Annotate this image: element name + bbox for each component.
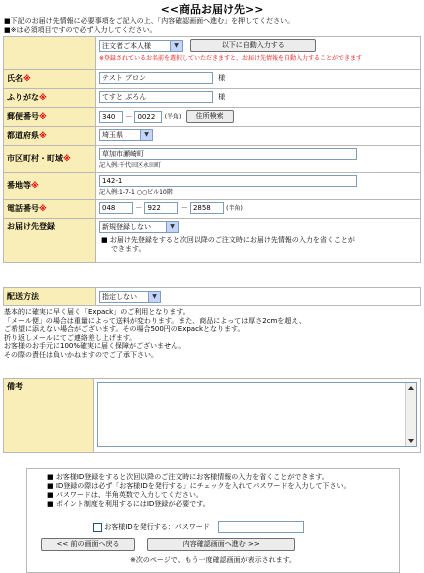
street-label: 番地等 xyxy=(7,181,31,190)
phone-part1-input[interactable]: 048 xyxy=(99,202,133,214)
remarks-cell xyxy=(94,379,421,453)
postal-cell xyxy=(96,108,421,127)
autofill-notice: ※登録されているお名前を選択していただきますと、お届け先情報を自動入力することができます xyxy=(99,55,363,62)
city-input[interactable]: 草加市瀬崎町 xyxy=(99,148,357,160)
city-cell xyxy=(96,146,421,173)
city-label-cell xyxy=(4,146,96,173)
address-book-cell xyxy=(96,37,421,70)
postal-label-cell xyxy=(4,108,96,127)
address-search-button[interactable]: 住所検索 xyxy=(186,110,234,123)
chevron-down-icon: ▼ xyxy=(148,292,160,302)
address-book-select[interactable] xyxy=(99,40,183,52)
phone-separator: － xyxy=(180,204,188,212)
name-cell xyxy=(96,70,421,89)
required-mark: ※ xyxy=(39,204,47,213)
delivery-method-select[interactable] xyxy=(99,291,161,303)
street-cell xyxy=(96,173,421,200)
furigana-cell xyxy=(96,89,421,108)
register-note-line1: ■ お届け先登録をすると次回以降のご注文時にお届け先情報の入力を省くことが xyxy=(101,236,355,244)
city-label: 市区町村・町域 xyxy=(7,154,63,163)
delivery-note-line: 折り返しメールにてご連絡差し上げます。 xyxy=(4,333,137,342)
phone-separator: － xyxy=(135,204,143,212)
issue-id-checkbox[interactable] xyxy=(93,523,102,532)
footer-bullets xyxy=(47,473,351,509)
delivery-note-line: ご希望に添えない場合がございます。その場合500円のExpackとなります。 xyxy=(4,325,245,333)
postal-label: 郵便番号 xyxy=(7,112,39,121)
required-mark: ※ xyxy=(39,93,47,102)
name-label: 氏名 xyxy=(7,74,23,83)
delivery-note-line: 基本的に確実に早く届く「Expack」のご利用となります。 xyxy=(4,308,190,316)
delivery-note-line: お客様のお手元に100%確実に届く保障がございません。 xyxy=(4,342,186,350)
footer-bullet: ■ パスワードは、半角英数で入力してください。 xyxy=(47,491,203,499)
register-label: お届け先登録 xyxy=(7,222,55,231)
delivery-note-line: その際の責任は負いかねますのでご了承下さい。 xyxy=(4,350,158,359)
register-note-line2: できます。 xyxy=(111,244,146,253)
delivery-note-line: 「メール便」の場合は重量によって送料が変わります。また、商品によっては厚さ2cmを超え、 xyxy=(4,316,306,325)
next-button[interactable]: 内容確認画面へ進む >> xyxy=(147,538,295,551)
address-book-select-value: 注文者ご本人様 xyxy=(102,41,151,50)
required-mark: ※ xyxy=(31,181,39,190)
shipping-form-table xyxy=(3,36,421,263)
furigana-label: ふりがな xyxy=(7,93,39,102)
scrollbar[interactable] xyxy=(405,383,416,446)
name-suffix: 様 xyxy=(218,74,226,82)
register-cell xyxy=(96,219,421,263)
chevron-down-icon: ▼ xyxy=(166,222,178,232)
register-note xyxy=(99,236,417,253)
postal-code-part2[interactable]: 0022 xyxy=(134,111,162,123)
register-select[interactable] xyxy=(99,221,179,233)
phone-part3-input[interactable]: 2858 xyxy=(190,202,224,214)
remarks-textarea[interactable] xyxy=(97,382,417,447)
footer-bullet: ■ ポイント制度を利用するにはID登録が必要です。 xyxy=(47,500,210,508)
delivery-select-value: 指定しない xyxy=(102,292,137,301)
chevron-down-icon: ▼ xyxy=(170,41,182,51)
prefecture-label: 都道府県 xyxy=(7,131,39,140)
street-example: 記入例:1-7-1 ○○ビル10階 xyxy=(99,189,173,196)
postal-code-part1[interactable]: 340 xyxy=(99,111,123,123)
required-note: ■※は必須項目ですので必ず入力してください。 xyxy=(4,26,157,34)
footer-bullet: ■ お客様ID登録をすると次回以降のご注文時にお客様情報の入力を省くことができます。 xyxy=(47,473,329,481)
furigana-label-cell xyxy=(4,89,96,108)
delivery-cell xyxy=(96,288,421,306)
remarks-table xyxy=(3,378,421,453)
register-label-cell xyxy=(4,219,96,263)
required-mark: ※ xyxy=(39,112,47,121)
bottom-note: ※次のページで、もう一度確認画面が表示されます。 xyxy=(129,556,297,564)
required-mark: ※ xyxy=(39,131,47,140)
page-title: <<商品お届け先>> xyxy=(160,3,264,16)
city-example: 記入例:千代田区永田町 xyxy=(99,162,162,169)
phone-part2-input[interactable]: 922 xyxy=(144,202,178,214)
delivery-table xyxy=(3,287,421,306)
phone-label: 電話番号 xyxy=(7,204,39,213)
prefecture-select-value: 埼玉県 xyxy=(102,131,123,139)
furigana-input[interactable]: てすと ぶろん xyxy=(99,91,213,103)
street-label-cell xyxy=(4,173,96,200)
delivery-label: 配送方法 xyxy=(7,292,39,301)
postal-separator: － xyxy=(125,112,133,121)
prefecture-select[interactable] xyxy=(99,129,153,141)
postal-hint: (半角) xyxy=(164,113,182,121)
phone-cell xyxy=(96,200,421,219)
instruction-note: ■下記のお届け先情報に必要事項をご記入の上、「内容確認画面へ進む」を押してください。 xyxy=(4,17,295,25)
name-label-cell xyxy=(4,70,96,89)
phone-hint: (半角) xyxy=(226,205,243,212)
delivery-notes xyxy=(4,308,420,359)
blank-label-cell xyxy=(4,37,96,70)
delivery-label-cell xyxy=(4,288,96,306)
back-button[interactable]: << 前の画面へ戻る xyxy=(41,538,135,551)
scroll-down-arrow-icon xyxy=(408,439,414,443)
register-select-value: 新規登録しない xyxy=(102,223,151,231)
required-mark: ※ xyxy=(23,74,31,83)
autofill-button[interactable]: 以下に自動入力する xyxy=(190,39,316,52)
remarks-label: 備考 xyxy=(7,382,23,391)
name-input[interactable]: テスト ブロン xyxy=(99,72,213,84)
issue-id-label: お客様IDを発行する：パスワード xyxy=(104,523,210,531)
chevron-down-icon: ▼ xyxy=(140,130,152,140)
password-input[interactable] xyxy=(218,521,304,533)
prefecture-label-cell xyxy=(4,127,96,146)
required-mark: ※ xyxy=(63,154,71,163)
remarks-label-cell xyxy=(4,379,94,453)
furigana-suffix: 様 xyxy=(218,93,226,101)
issue-id-row xyxy=(93,521,304,533)
scroll-up-arrow-icon xyxy=(408,386,414,390)
footer-bullet: ■ ID登録の際は必ず「お客様IDを発行する」にチェックを入れてパスワードを入力して下さい。 xyxy=(47,482,351,490)
street-input[interactable]: 142-1 xyxy=(99,175,357,187)
nav-button-row xyxy=(41,538,295,551)
prefecture-cell xyxy=(96,127,421,146)
footer-panel xyxy=(26,468,400,573)
phone-label-cell xyxy=(4,200,96,219)
